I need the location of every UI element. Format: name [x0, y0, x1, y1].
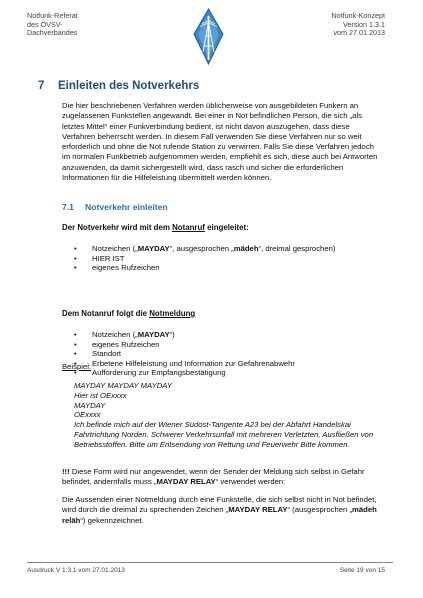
notanruf-list: [74, 244, 335, 273]
list-item: • Erbetene Hilfeleistung und Information zur Gefahrenabwehr: [74, 359, 295, 369]
notmeldung-list: [74, 330, 295, 378]
example-line: OExxxx: [74, 410, 101, 420]
ovsv-tower-logo: [193, 8, 224, 65]
list-item: • Standort: [74, 349, 295, 359]
subsection-number: 7.1: [62, 202, 74, 212]
header-right-line: Version 1.3.1: [343, 19, 385, 29]
example-line: Ich befinde mich auf der Wiener Südost-Tangente A23 bei der Abfahrt Handelskai Fahrtrichtung Norden. Schwerer Verkehrsunfall mit mehreren Verletzten, Ausfließen von Betriebsstoffen. Bitte um Entsendung von Rettung und Feuerwehr Bitte kommen.: [74, 420, 374, 449]
list-item: • Aufforderung zur Empfangsbestätigung: [74, 368, 295, 378]
header-left-line: Notfunk-Referat: [27, 11, 78, 20]
notmeldung-intro-prefix: Dem Notanruf folgt die: [62, 309, 150, 318]
example-line: MAYDAY: [74, 400, 106, 410]
footer-left: Ausdruck V 1.3.1 vom 27.01.2013: [27, 567, 125, 574]
warning-paragraph: !!! Diese Form wird nur angewendet, wenn der Sender der Meldung sich selbst in Gefahr befindet, andernfalls muss „MAYDAY RELAY“ verwendet werden:: [62, 467, 365, 487]
list-item: • eigenes Rufzeichen: [74, 263, 335, 273]
subsection-heading: [62, 202, 168, 212]
header-right-line: vom 27.01.2013: [333, 28, 385, 38]
header-left: [27, 12, 78, 38]
section-number: 7: [38, 80, 45, 92]
relay-paragraph: Die Aussenden einer Notmeldung durch eine Funkstelle, die sich selbst nicht in Not befindet, wird durch die dreimal zu sprechenden Zeichen „MAYDAY RELAY“ (ausgesprochen „mädeh reläh“) gekennzeichnet.: [62, 495, 377, 525]
section-title: Einleiten des Notverkehrs: [58, 80, 200, 92]
notmeldung-term: Notmeldung: [149, 309, 196, 318]
header-right-line: Notfunk-Konzept: [331, 11, 385, 20]
example-line: MAYDAY MAYDAY MAYDAY: [74, 381, 172, 390]
example-label: Beispiel:: [62, 362, 92, 371]
section-heading: [38, 80, 199, 92]
list-item: • eigenes Rufzeichen: [74, 340, 295, 350]
list-item: • Notzeichen („MAYDAY“): [74, 330, 295, 340]
warning-marker: !!!: [62, 467, 70, 476]
example-line: Hier ist OExxxx: [74, 390, 127, 400]
notmeldung-intro: [62, 309, 195, 318]
notanruf-intro-prefix: Der Notverkehr wird mit dem: [62, 223, 173, 232]
list-item: • Notzeichen („MAYDAY“, ausgesprochen „mädeh“, dreimal gesprochen): [74, 244, 335, 254]
subsection-title: Notverkehr einleiten: [85, 202, 168, 212]
header-left-line: Dachverbandes: [27, 28, 78, 38]
example-block: [74, 381, 374, 450]
notanruf-intro-suffix: eingeleitet:: [204, 223, 249, 232]
intro-paragraph: Die hier beschriebenen Verfahren werden üblicherweise von ausgebildeten Funkern an zugelassenen Funkstellen angewandt. Bei einer in Not befindlichen Person, die sich „als letztes Mittel“ einer Funkverbindung bedient, ist nicht davon auszugehen, dass diese Verfahren beherrscht werden. In diesem Fall verwenden Sie diese Verfahren nur so weit erforderlich und ohne die Not rufende Station zu verwirren. Falls Sie diese Verfahren jedoch im normalen Funkbetrieb aufgenommen werden, empfiehlt es sich, diese auch bei Antworten anzuwenden, da damit sichergestellt wird, dass rasch und sicher die erforderlichen Informationen für die Hilfeleistung übermittelt werden können.: [62, 101, 378, 183]
notanruf-term: Notanruf: [172, 223, 205, 232]
footer-right: Seite 19 von 15: [339, 567, 385, 574]
footer-divider: [27, 562, 393, 563]
header-left-line: des ÖVSV-: [27, 19, 63, 29]
header-right: [331, 12, 385, 38]
notanruf-intro: [62, 223, 249, 232]
list-item: • HIER IST: [74, 254, 335, 264]
